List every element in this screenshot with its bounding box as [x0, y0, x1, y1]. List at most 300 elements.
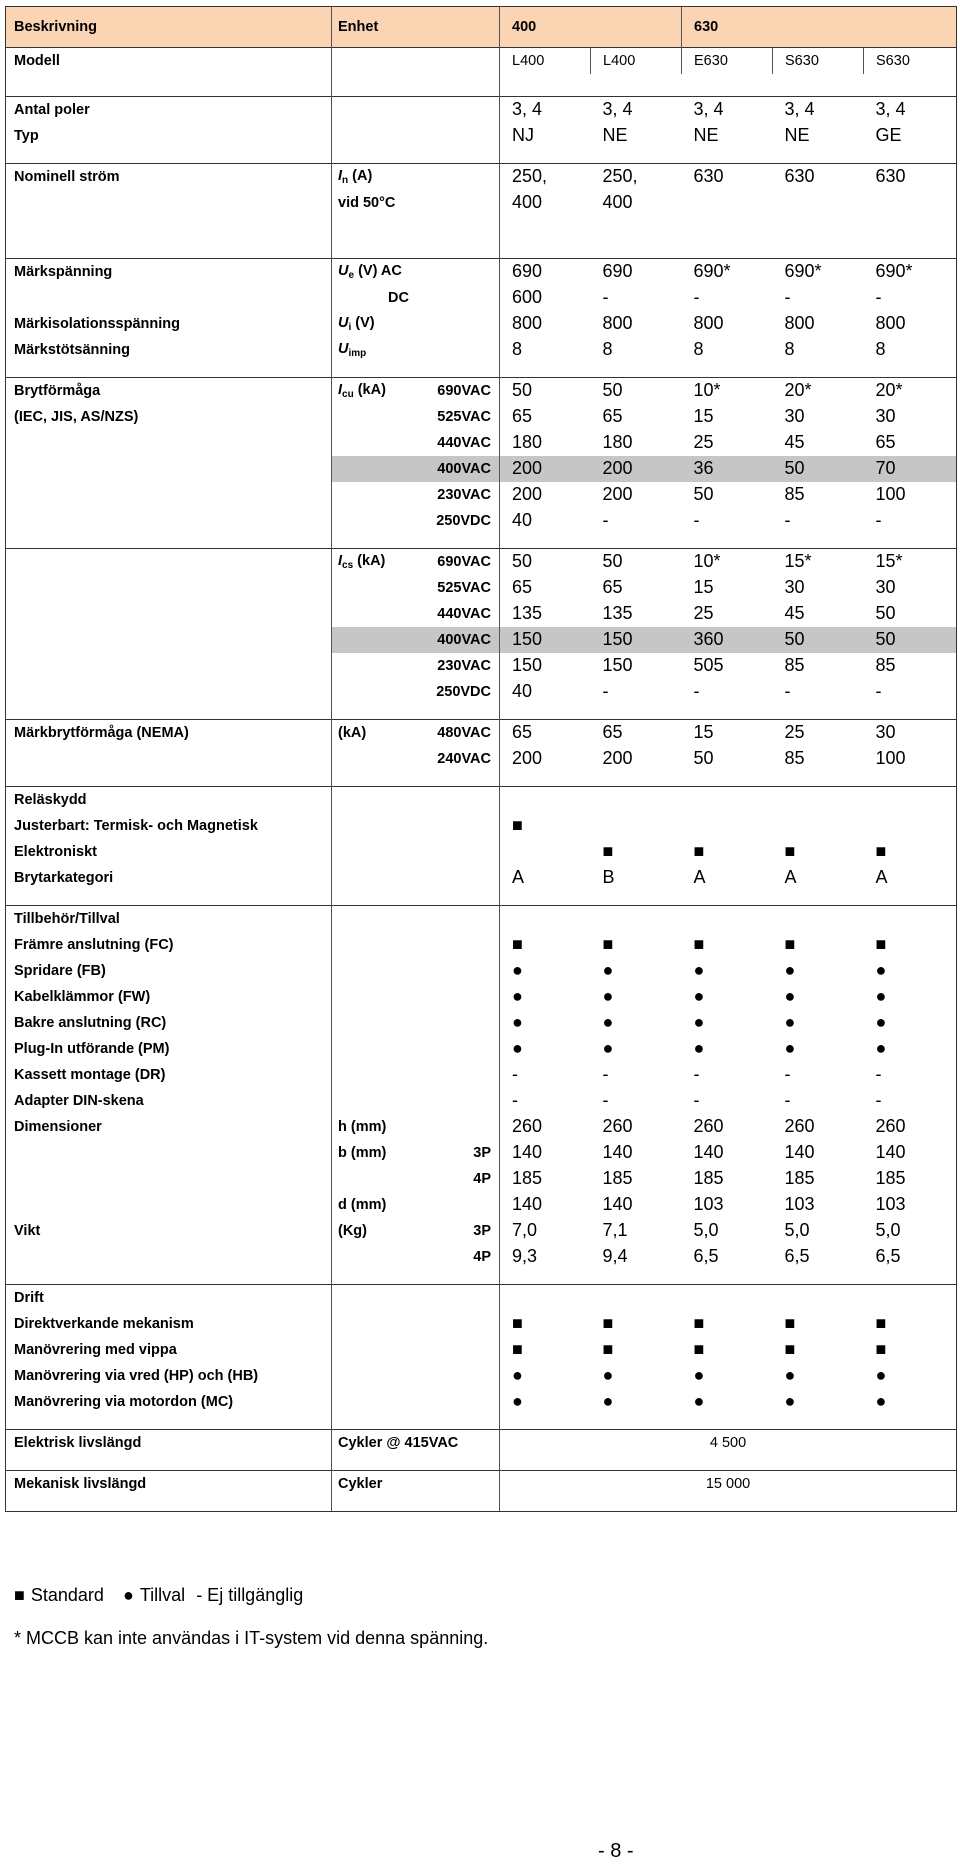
unit-cell — [332, 601, 416, 627]
value-cell: 50 — [864, 601, 957, 627]
header-400: 400 — [500, 7, 682, 48]
value-cell: 690* — [773, 259, 864, 286]
row-label: Plug-In utförande (PM) — [6, 1036, 332, 1062]
sub-unit-cell — [416, 74, 500, 97]
sub-unit-cell — [416, 230, 500, 244]
value-cell: 180 — [500, 430, 591, 456]
value-cell: 5,0 — [693, 1219, 719, 1240]
value-cell: 3, 4 — [591, 97, 682, 124]
value-cell: 800 — [500, 311, 591, 337]
value-cell — [773, 534, 864, 549]
row-label — [6, 1456, 332, 1471]
value-cell: 260 — [864, 1114, 957, 1140]
value-cell: - — [500, 1088, 591, 1114]
value-cell: ● — [500, 1363, 591, 1389]
value-cell: 65 — [500, 404, 591, 430]
value-cell: 4 500 — [500, 1430, 957, 1457]
row-label — [6, 772, 332, 787]
row-label — [6, 482, 332, 508]
unit-cell — [332, 1456, 500, 1471]
value-cell: ■ — [500, 1337, 591, 1363]
table-row — [6, 1088, 957, 1114]
sub-unit-cell — [416, 984, 500, 1010]
unit-cell — [332, 865, 416, 891]
value-cell: 6,5 — [784, 1245, 810, 1266]
table-row — [6, 285, 957, 311]
value-cell: - — [784, 680, 791, 701]
value-cell — [682, 1285, 773, 1312]
value-cell: 65 — [500, 575, 591, 601]
value-cell: 600 — [500, 285, 591, 311]
value-cell: 9,3 — [500, 1244, 591, 1270]
value-cell — [591, 906, 682, 933]
unit-cell — [332, 653, 416, 679]
unit-cell — [332, 1337, 416, 1363]
value-cell — [773, 216, 864, 230]
value-cell: 103 — [864, 1192, 957, 1218]
unit-text: (kA) — [353, 553, 386, 569]
table-row — [6, 1192, 957, 1218]
value-cell — [591, 216, 682, 230]
sub-unit-cell — [416, 123, 500, 149]
unit-cell — [332, 244, 416, 259]
unit-cell — [332, 549, 416, 576]
value-cell: ■ — [784, 1338, 796, 1359]
table-row — [6, 1430, 957, 1457]
value-cell — [500, 216, 591, 230]
value-cell: ● — [784, 985, 796, 1006]
value-cell — [500, 1497, 957, 1512]
unit-symbol: I — [338, 168, 343, 184]
sub-unit-cell — [416, 337, 500, 363]
unit-symbol: U — [338, 263, 349, 279]
header-beskrivning: Beskrivning — [6, 7, 332, 48]
table-row — [6, 1010, 957, 1036]
unit-cell — [332, 74, 416, 97]
value-cell — [864, 149, 957, 164]
value-cell — [591, 534, 682, 549]
value-cell: 140 — [693, 1141, 724, 1162]
unit-cell — [332, 123, 416, 149]
value-cell: NE — [693, 124, 719, 145]
value-cell — [864, 1270, 957, 1285]
table-row — [6, 705, 957, 720]
value-cell: 85 — [784, 654, 805, 675]
value-cell — [500, 787, 591, 814]
sub-unit-cell — [416, 285, 500, 311]
value-cell: 50 — [773, 456, 864, 482]
value-cell — [500, 363, 591, 378]
row-label: Typ — [6, 123, 332, 149]
unit-cell — [332, 456, 416, 482]
value-cell: 135 — [602, 602, 633, 623]
table-row — [6, 1456, 957, 1471]
value-cell: 20* — [864, 378, 957, 405]
sub-unit-cell — [416, 190, 500, 216]
value-cell: - — [693, 509, 700, 530]
value-cell — [500, 1415, 591, 1430]
value-cell: 50 — [864, 627, 957, 653]
unit-text: (V) AC — [354, 263, 402, 279]
row-label: Elektrisk livslängd — [6, 1430, 332, 1457]
table-row — [6, 7, 957, 48]
unit-subscript: cu — [342, 389, 354, 400]
value-cell: 630 — [682, 164, 773, 191]
table-row — [6, 932, 957, 958]
sub-unit-cell: 525VAC — [437, 580, 491, 596]
value-cell: ■ — [784, 840, 796, 861]
value-cell: 200 — [500, 456, 591, 482]
table-row — [6, 1415, 957, 1430]
table-row — [6, 1036, 957, 1062]
sub-unit-cell — [416, 1285, 500, 1312]
row-label: Främre anslutning (FC) — [6, 932, 332, 958]
row-label — [6, 1270, 332, 1285]
value-cell: 3, 4 — [682, 97, 773, 124]
value-cell — [773, 1270, 864, 1285]
value-cell: 36 — [682, 456, 773, 482]
unit-cell: DC — [332, 285, 416, 311]
value-cell: 50 — [693, 483, 714, 504]
value-cell: ■ — [864, 1337, 957, 1363]
row-label: Brytarkategori — [6, 865, 332, 891]
value-cell — [864, 244, 957, 259]
table-row — [6, 1389, 957, 1415]
value-cell: 185 — [784, 1167, 815, 1188]
row-label — [6, 363, 332, 378]
value-cell — [773, 230, 864, 244]
value-cell — [773, 705, 864, 720]
value-cell: ● — [784, 1390, 796, 1411]
row-label: Tillbehör/Tillval — [6, 906, 332, 933]
unit-cell: d (mm) — [332, 1192, 416, 1218]
row-label: Bakre anslutning (RC) — [6, 1010, 332, 1036]
value-cell — [864, 891, 957, 906]
value-cell: ■ — [693, 840, 705, 861]
unit-cell — [332, 1244, 416, 1270]
sub-unit-cell — [416, 1337, 500, 1363]
value-cell: 10* — [682, 378, 773, 405]
model-name: E630 — [682, 48, 773, 75]
value-cell: 185 — [602, 1167, 633, 1188]
sub-unit-cell: 3P — [473, 1145, 491, 1161]
footnote: * MCCB kan inte användas i IT-system vid denna spänning. — [14, 1628, 489, 1648]
value-cell — [773, 772, 864, 787]
table-row — [6, 534, 957, 549]
row-label — [6, 430, 332, 456]
row-label: Nominell ström — [6, 164, 332, 191]
value-cell: 200 — [591, 456, 682, 482]
row-label — [6, 285, 332, 311]
value-cell: ■ — [864, 1311, 957, 1337]
value-cell — [773, 244, 864, 259]
value-cell: ● — [500, 1010, 591, 1036]
value-cell: ● — [602, 1364, 614, 1385]
sub-unit-cell — [416, 787, 500, 814]
value-cell: 50 — [500, 549, 591, 576]
value-cell: - — [693, 1063, 700, 1084]
value-cell: 200 — [602, 747, 633, 768]
value-cell: 50 — [591, 549, 682, 576]
value-cell: ■ — [602, 1312, 614, 1333]
sub-unit-cell — [416, 1088, 500, 1114]
sub-unit-cell: 4P — [473, 1249, 491, 1265]
value-cell: 200 — [500, 482, 591, 508]
unit-cell — [332, 534, 416, 549]
value-cell: - — [864, 285, 957, 311]
value-cell: 6,5 — [864, 1244, 957, 1270]
value-cell: A — [693, 866, 706, 887]
value-cell — [864, 230, 957, 244]
row-label — [6, 1415, 332, 1430]
row-label: Vikt — [6, 1218, 332, 1244]
value-cell: ■ — [864, 839, 957, 865]
row-label — [6, 230, 332, 244]
value-cell: 8 — [500, 337, 591, 363]
value-cell: ● — [602, 1037, 614, 1058]
model-name: L400 — [500, 48, 591, 75]
value-cell: NJ — [500, 123, 591, 149]
value-cell — [864, 813, 957, 839]
value-cell: 30 — [864, 404, 957, 430]
sub-unit-cell — [416, 1114, 500, 1140]
value-cell: ● — [784, 959, 796, 980]
value-cell: 25 — [773, 720, 864, 747]
unit-cell — [332, 772, 416, 787]
value-cell — [500, 906, 591, 933]
value-cell: 65 — [500, 720, 591, 747]
sub-unit-cell — [416, 1311, 500, 1337]
value-cell: 690* — [682, 259, 773, 286]
value-cell: - — [784, 1063, 791, 1084]
row-label — [6, 244, 332, 259]
sub-unit-cell: 690VAC — [416, 378, 500, 405]
row-label — [6, 653, 332, 679]
unit-cell — [332, 627, 416, 653]
value-cell: 200 — [500, 746, 591, 772]
value-cell: ● — [500, 984, 591, 1010]
table-row — [6, 984, 957, 1010]
value-cell: GE — [864, 123, 957, 149]
sub-unit-cell: 230VAC — [437, 487, 491, 503]
unit-cell — [332, 932, 416, 958]
value-cell: - — [864, 1088, 957, 1114]
value-cell — [773, 1415, 864, 1430]
value-cell — [500, 705, 591, 720]
value-cell: 65 — [591, 720, 682, 747]
unit-cell — [332, 891, 416, 906]
table-row — [6, 627, 957, 653]
row-label: Märkisolationsspänning — [6, 311, 332, 337]
unit-cell — [332, 404, 416, 430]
row-label — [6, 705, 332, 720]
row-label: Antal poler — [6, 97, 332, 124]
value-cell: 150 — [591, 627, 682, 653]
unit-cell — [332, 363, 416, 378]
unit-symbol: U — [338, 341, 349, 357]
value-cell: - — [693, 1089, 700, 1110]
row-label — [6, 891, 332, 906]
row-label — [6, 1140, 332, 1166]
table-row — [6, 1140, 957, 1166]
sub-unit-cell: 440VAC — [437, 435, 491, 451]
value-cell: 50 — [591, 378, 682, 405]
value-cell — [773, 891, 864, 906]
value-cell — [500, 230, 591, 244]
sub-unit-cell — [416, 311, 500, 337]
value-cell: 8 — [693, 338, 704, 359]
row-label: Manövrering med vippa — [6, 1337, 332, 1363]
unit-subscript: i — [348, 322, 352, 333]
value-cell: 9,4 — [602, 1245, 628, 1266]
value-cell: 45 — [784, 431, 805, 452]
value-cell: 185 — [693, 1167, 724, 1188]
row-label: Märkbrytförmåga (NEMA) — [6, 720, 332, 747]
legend-tillval: Tillval — [139, 1585, 186, 1605]
sub-unit-cell — [416, 772, 500, 787]
value-cell — [682, 787, 773, 814]
row-label — [6, 456, 332, 482]
unit-cell — [332, 679, 416, 705]
value-cell: 100 — [864, 482, 957, 508]
legend — [14, 1585, 309, 1606]
sub-unit-cell — [416, 1270, 500, 1285]
unit-text: (kA) — [353, 382, 386, 398]
unit-cell — [332, 1270, 416, 1285]
value-cell: 140 — [784, 1141, 815, 1162]
value-cell: ■ — [602, 933, 614, 954]
row-label — [6, 74, 332, 97]
value-cell: 505 — [693, 654, 724, 675]
value-cell — [682, 906, 773, 933]
value-cell: ● — [864, 984, 957, 1010]
value-cell: 140 — [864, 1140, 957, 1166]
value-cell: ● — [784, 1011, 796, 1032]
value-cell — [864, 534, 957, 549]
standard-square-icon: ■ — [14, 1585, 25, 1605]
unit-subscript: cs — [342, 560, 354, 571]
row-label — [6, 149, 332, 164]
row-label: Direktverkande mekanism — [6, 1311, 332, 1337]
table-row — [6, 1270, 957, 1285]
value-cell: 65 — [864, 430, 957, 456]
value-cell: 100 — [864, 746, 957, 772]
value-cell: 200 — [602, 483, 633, 504]
value-cell: - — [500, 1062, 591, 1088]
unit-cell — [332, 1010, 416, 1036]
row-label: Drift — [6, 1285, 332, 1312]
page-number: - 8 - — [598, 1840, 634, 1862]
table-row — [6, 363, 957, 378]
unit-cell — [332, 984, 416, 1010]
value-cell: 50 — [500, 378, 591, 405]
unit-cell — [332, 1285, 416, 1312]
row-label: Manövrering via vred (HP) och (HB) — [6, 1363, 332, 1389]
table-row — [6, 813, 957, 839]
unit-cell — [332, 430, 416, 456]
value-cell: ● — [602, 959, 614, 980]
value-cell: - — [602, 1089, 609, 1110]
sub-unit-cell: 400VAC — [416, 456, 500, 482]
value-cell — [591, 1270, 682, 1285]
value-cell: 40 — [500, 679, 591, 705]
sub-unit-cell: 440VAC — [437, 606, 491, 622]
table-row — [6, 1497, 957, 1512]
table-row — [6, 97, 957, 124]
legend-standard: Standard — [30, 1585, 104, 1605]
unit-cell — [332, 1389, 416, 1415]
table-row — [6, 1166, 957, 1192]
value-cell: B — [602, 866, 615, 887]
value-cell — [864, 190, 957, 216]
row-label: (IEC, JIS, AS/NZS) — [6, 404, 332, 430]
spec-table — [5, 6, 957, 1512]
unit-cell: (Kg) — [332, 1218, 416, 1244]
row-label: Reläskydd — [6, 787, 332, 814]
table-row — [6, 575, 957, 601]
unit-cell — [332, 230, 416, 244]
table-row — [6, 259, 957, 286]
table-row — [6, 1244, 957, 1270]
unit-cell — [332, 1036, 416, 1062]
value-cell: 6,5 — [693, 1245, 719, 1266]
value-cell: ■ — [784, 933, 796, 954]
value-cell — [773, 906, 864, 933]
table-row — [6, 906, 957, 933]
value-cell — [682, 1270, 773, 1285]
table-row — [6, 508, 957, 534]
sub-unit-cell — [416, 48, 500, 75]
value-cell: 8 — [602, 338, 613, 359]
table-row — [6, 123, 957, 149]
value-cell — [682, 149, 773, 164]
table-row — [6, 1471, 957, 1498]
header-630: 630 — [682, 7, 957, 48]
table-row — [6, 787, 957, 814]
unit-cell — [332, 149, 416, 164]
value-cell: NE — [784, 124, 810, 145]
value-cell: 690 — [500, 259, 591, 286]
unit-cell — [332, 1062, 416, 1088]
row-label: Spridare (FB) — [6, 958, 332, 984]
value-cell: 140 — [602, 1193, 633, 1214]
value-cell: 185 — [500, 1166, 591, 1192]
value-cell: 690* — [864, 259, 957, 286]
table-row — [6, 679, 957, 705]
unit-subscript: e — [348, 270, 355, 281]
value-cell: A — [500, 865, 591, 891]
unit-cell — [332, 906, 416, 933]
sub-unit-cell — [416, 958, 500, 984]
value-cell: ● — [500, 1389, 591, 1415]
value-cell — [682, 705, 773, 720]
table-row — [6, 1062, 957, 1088]
value-cell: ● — [602, 1011, 614, 1032]
value-cell — [773, 813, 864, 839]
table-row — [6, 1363, 957, 1389]
value-cell — [500, 74, 591, 97]
table-row — [6, 378, 957, 405]
table-row — [6, 772, 957, 787]
value-cell — [682, 772, 773, 787]
sub-unit-cell — [416, 906, 500, 933]
row-label: Manövrering via motordon (MC) — [6, 1389, 332, 1415]
unit-symbol: I — [338, 553, 343, 569]
value-cell: 15 — [693, 576, 714, 597]
value-cell — [864, 363, 957, 378]
value-cell — [500, 772, 591, 787]
sub-unit-cell — [416, 164, 500, 191]
